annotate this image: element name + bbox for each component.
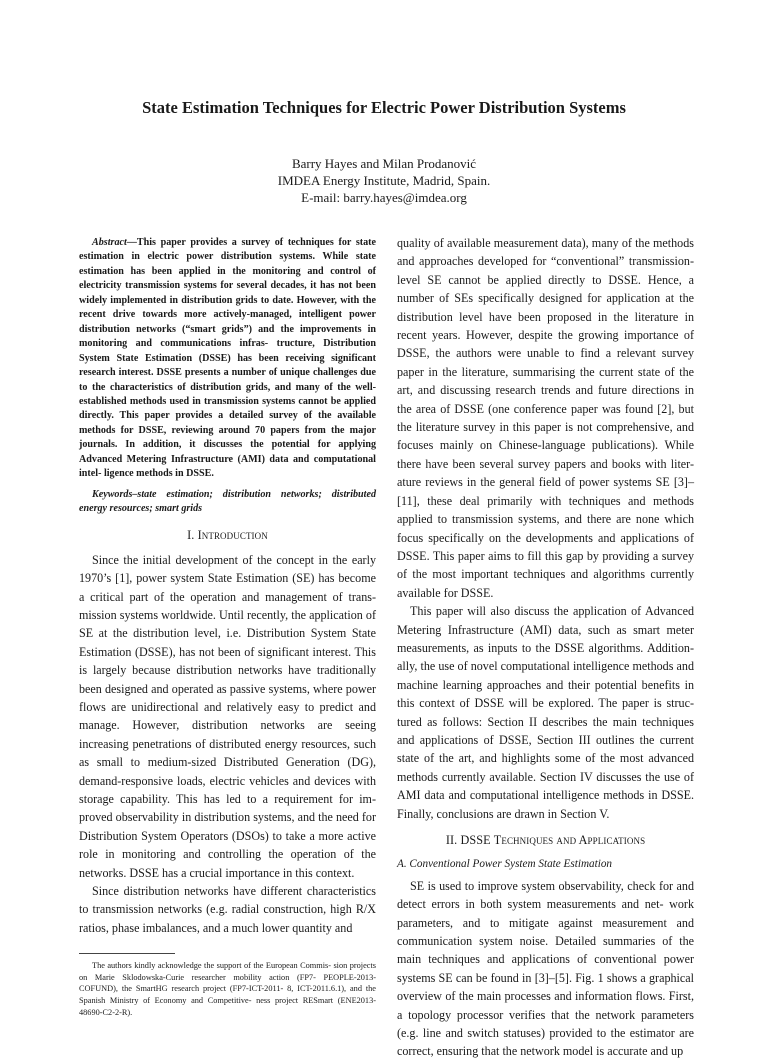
section-title: Introduction: [197, 528, 268, 543]
author-affiliation: IMDEA Energy Institute, Madrid, Spain.: [277, 173, 491, 188]
section-number: I.: [187, 528, 195, 543]
body-paragraph: Since the initial development of the concept in the early 1970’s [1], power system State Estimation (SE) has become a critical part of the operation and management of trans- mission systems worldwide. Until recently, the application of SE at the distribution level, i.e. Distribution System State Estimation (DSSE), has not been of significant interest. This is largely because distribution networks have traditionally been designed and operated as passive systems, where power flows are unidirectional and relatively easy to predict and manage. However, distribution networks are seeing increasing penetrations of distributed energy resources, such as small to medium-sized Distributed Generation (DG), demand-responsive loads, electric vehicles and devices with storage capability. This has led to a requirement for im- proved observability in distribution systems, and the need for Distribution System Operators (DSOs) to take a more active role in monitoring and controlling the operation of the networks. DSSE has a crucial importance in this context.: [79, 552, 376, 880]
paper-title: State Estimation Techniques for Electric Power Distribution Systems: [142, 98, 626, 117]
body-paragraph: Since distribution networks have different characteristics to transmission networks (e.g. radial construction, high R/X ratios, phase imbalances, and a much lower quantity and: [79, 884, 376, 935]
body-paragraph: SE is used to improve system observability, check for and detect errors in both system measurements and net- work parameters, and to mitigate against measurement and communication system noise. Detailed summaries of the main techniques and applications of conventional power systems SE can be found in [3]–[5]. Fig. 1 shows a graphical overview of the main processes and information flows. First, a topology processor verifies that the network parameters (e.g. line and switch statuses) provided to the estimator are correct, ensuring that the network model is accurate and up: [397, 878, 694, 1059]
abstract-text: —This paper provides a survey of techniques for state estimation in electric power distribution systems. While state estimation has been applied in the monitoring and control of electricity transmission systems for several decades, it has not been widely implemented in distribution grids to date. However, with the recent drive towards more actively-managed, intelligent power distribution networks (“smart grids”) and the improvements in monitoring and communications infras- tructure, Distribution System State Estimation (DSSE) has been receiving significant research interest. DSSE presents a number of unique challenges due to the characteristics of distribution grids, and many of the well-established methods used in transmission systems cannot be applied directly. This paper provides a detailed survey of the available methods for DSSE, reviewing around 70 papers from the major journals. In addition, it discusses the potential for applying Advanced Metering Infrastructure (AMI) data and computational intel- ligence methods in DSSE.: [79, 237, 376, 480]
left-column: [79, 236, 376, 1018]
footnote: The authors kindly acknowledge the support of the European Commis- sion projects on Marie Sklodowska-Curie researcher mobility action (FP7- PEOPLE-2013-COFUND), the SmartHG research project (FP7-ICT-2011- 8, ICT-2011.6.1), and the Spanish Ministry of Economy and Competitive- ness project RESmart (ENE2013-48690-C2-2-R).: [79, 961, 376, 1017]
section-title-abbr: DSSE: [460, 833, 491, 847]
author-names: Barry Hayes and Milan Prodanović: [291, 156, 477, 171]
section-title: Techniques and Applications: [493, 833, 646, 847]
body-paragraph: This paper will also discuss the application of Advanced Metering Infrastructure (AMI) data, such as smart meter measurements, as inputs to the DSSE algorithms. Addition- ally, the use of novel computational intelligence methods and machine learning approaches and their potential benefits in this context of DSSE will be explored. The paper is struc- tured as follows: Section II describes the main techniques and applications of DSSE, Section III outlines the current state of the art, and highlights some of the most advanced methods currently available. Section IV discusses the use of AMI data and computational intelligence methods in DSSE. Finally, conclusions are drawn in Section V.: [397, 604, 694, 821]
author-email: E-mail: barry.hayes@imdea.org: [301, 190, 467, 205]
abstract: [79, 236, 376, 482]
body-paragraph: quality of available measurement data), many of the methods and approaches developed for “conventional” transmission- level SE cannot be applied directly to DSSE. Hence, a number of SEs specifically designed for application at the distribution level have been proposed in the literature in recent years. However, despite the growing importance of DSSE, the authors were unable to find a relevant survey paper in the literature, summarising the current state of the art, and discussing research trends and future directions in the area of DSSE (one conference paper was found [2], but the literature survey in this paper is not comprehensive, and focuses mainly on Chinese-language publications). While there have been several survey papers and books with liter- ature reviews in the general field of power systems SE [3]– [11], these deal primarily with techniques and methods applied to transmission systems, and there are none which focus specifically on the developments and applications of DSSE. This paper aims to fill this gap by providing a survey of the most important techniques and algorithms currently available for DSSE.: [397, 236, 694, 600]
abstract-label: Abstract: [92, 237, 127, 248]
author-block: [0, 155, 768, 206]
footnote-rule: [79, 953, 175, 954]
right-column: [397, 234, 694, 1061]
section-number: II.: [445, 833, 458, 847]
section-heading-dsse-techniques: [397, 831, 694, 849]
keywords: Keywords–state estimation; distribution networks; distributed energy resources; smart grids: [79, 488, 376, 514]
subsection-heading: A. Conventional Power System State Estimation: [397, 858, 613, 871]
section-heading-introduction: [79, 526, 376, 544]
